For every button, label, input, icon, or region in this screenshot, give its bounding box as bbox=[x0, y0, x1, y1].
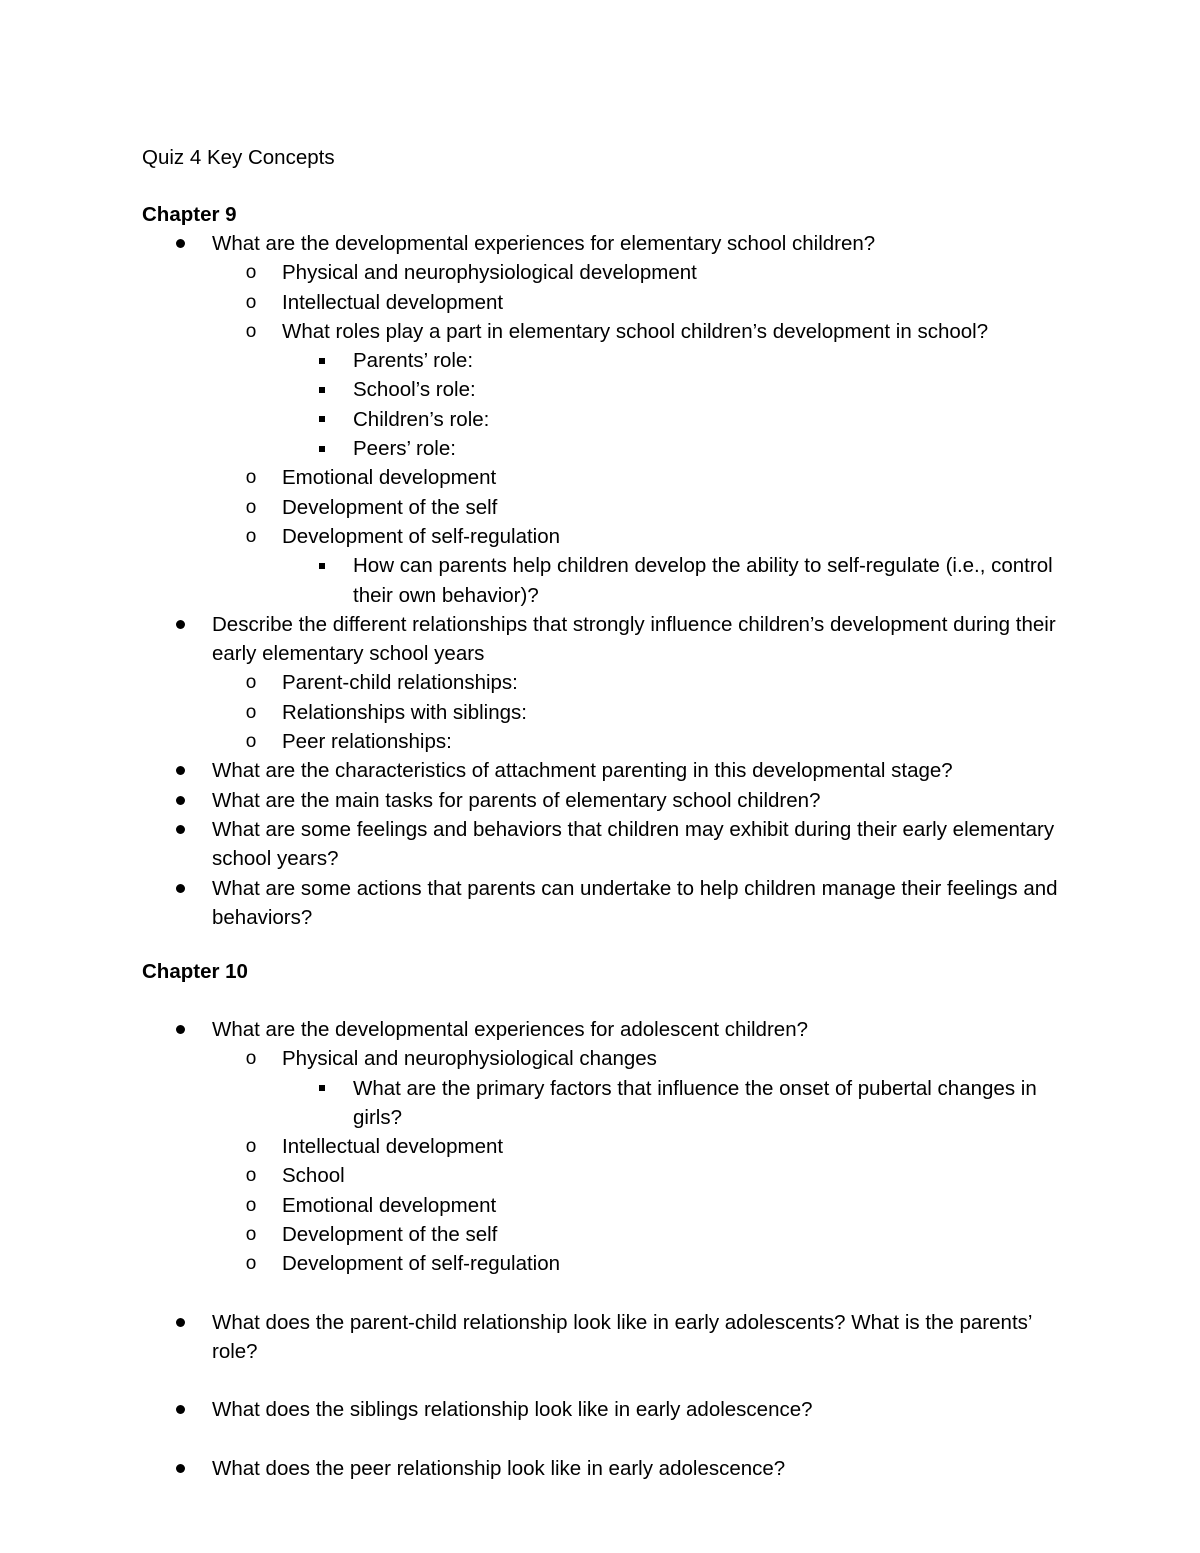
square-bullet-icon bbox=[312, 1074, 332, 1103]
open-circle-icon: o bbox=[245, 320, 257, 342]
bullet-icon bbox=[170, 874, 190, 903]
list-item: o Development of the self bbox=[282, 1220, 1062, 1249]
list-item: o Peer relationships: bbox=[282, 727, 1062, 756]
open-circle-icon: o bbox=[245, 1194, 257, 1216]
list-item: o Emotional development bbox=[282, 1191, 1062, 1220]
open-circle-icon: o bbox=[245, 467, 257, 489]
list-item: o Emotional development bbox=[282, 463, 1062, 492]
chapter-10-section bbox=[142, 957, 1063, 1483]
list-item: o Intellectual development bbox=[282, 288, 1062, 317]
list-item: How can parents help children develop the ability to self-regulate (i.e., control their own behavior)? bbox=[353, 551, 1063, 610]
chapter-9-heading: Chapter 9 bbox=[142, 203, 237, 226]
open-circle-icon: o bbox=[245, 1136, 257, 1158]
open-circle-icon: o bbox=[245, 672, 257, 694]
list-item: What does the peer relationship look like in early adolescence? bbox=[212, 1454, 1062, 1483]
list-item: o Development of self-regulation bbox=[282, 522, 1062, 551]
list-item: o Parent-child relationships: bbox=[282, 668, 1062, 697]
open-circle-icon: o bbox=[245, 731, 257, 753]
bullet-icon bbox=[170, 1308, 190, 1337]
list-item: Children’s role: bbox=[353, 405, 1063, 434]
list-item: What are the characteristics of attachment parenting in this developmental stage? bbox=[212, 756, 1062, 785]
chapter-9-section bbox=[142, 200, 1063, 932]
open-circle-icon: o bbox=[245, 1165, 257, 1187]
square-bullet-icon bbox=[312, 346, 332, 375]
list-item: What are the developmental experiences for elementary school children? bbox=[212, 229, 1062, 258]
bullet-icon bbox=[170, 610, 190, 639]
list-item: o Intellectual development bbox=[282, 1132, 1062, 1161]
list-item: o Relationships with siblings: bbox=[282, 698, 1062, 727]
open-circle-icon: o bbox=[245, 291, 257, 313]
open-circle-icon: o bbox=[245, 1048, 257, 1070]
list-item: What does the parent-child relationship look like in early adolescents? What is the parents’ role? bbox=[212, 1308, 1062, 1367]
list-item: What are the primary factors that influence the onset of pubertal changes in girls? bbox=[353, 1074, 1063, 1133]
open-circle-icon: o bbox=[245, 1253, 257, 1275]
list-item: Describe the different relationships that strongly influence children’s development during their early elementary school years bbox=[212, 610, 1062, 669]
list-item: Peers’ role: bbox=[353, 434, 1063, 463]
list-item: o What roles play a part in elementary school children’s development in school? bbox=[282, 317, 1062, 346]
list-item: What are some feelings and behaviors that children may exhibit during their early elementary school years? bbox=[212, 815, 1062, 874]
list-item: o Development of self-regulation bbox=[282, 1249, 1062, 1278]
open-circle-icon: o bbox=[245, 1224, 257, 1246]
list-item: What are the developmental experiences for adolescent children? bbox=[212, 1015, 1062, 1044]
list-item: o Physical and neurophysiological changes bbox=[282, 1044, 1062, 1073]
list-item: Parents’ role: bbox=[353, 346, 1063, 375]
bullet-icon bbox=[170, 1454, 190, 1483]
chapter-10-heading: Chapter 10 bbox=[142, 960, 248, 983]
list-item: o School bbox=[282, 1161, 1062, 1190]
bullet-icon bbox=[170, 1015, 190, 1044]
square-bullet-icon bbox=[312, 405, 332, 434]
open-circle-icon: o bbox=[245, 701, 257, 723]
open-circle-icon: o bbox=[245, 262, 257, 284]
square-bullet-icon bbox=[312, 434, 332, 463]
document-title: Quiz 4 Key Concepts bbox=[142, 146, 335, 169]
bullet-icon bbox=[170, 1395, 190, 1424]
list-item: o Development of the self bbox=[282, 493, 1062, 522]
open-circle-icon: o bbox=[245, 525, 257, 547]
list-item: What does the siblings relationship look like in early adolescence? bbox=[212, 1395, 1062, 1424]
square-bullet-icon bbox=[312, 551, 332, 580]
bullet-icon bbox=[170, 786, 190, 815]
list-item: What are some actions that parents can undertake to help children manage their feelings and behaviors? bbox=[212, 874, 1062, 933]
square-bullet-icon bbox=[312, 375, 332, 404]
bullet-icon bbox=[170, 229, 190, 258]
list-item: What are the main tasks for parents of elementary school children? bbox=[212, 786, 1062, 815]
chapter-9-list bbox=[142, 229, 1063, 932]
open-circle-icon: o bbox=[245, 496, 257, 518]
chapter-10-list bbox=[142, 1015, 1063, 1483]
list-item: School’s role: bbox=[353, 375, 1063, 404]
list-item: o Physical and neurophysiological development bbox=[282, 258, 1062, 287]
bullet-icon bbox=[170, 756, 190, 785]
bullet-icon bbox=[170, 815, 190, 844]
